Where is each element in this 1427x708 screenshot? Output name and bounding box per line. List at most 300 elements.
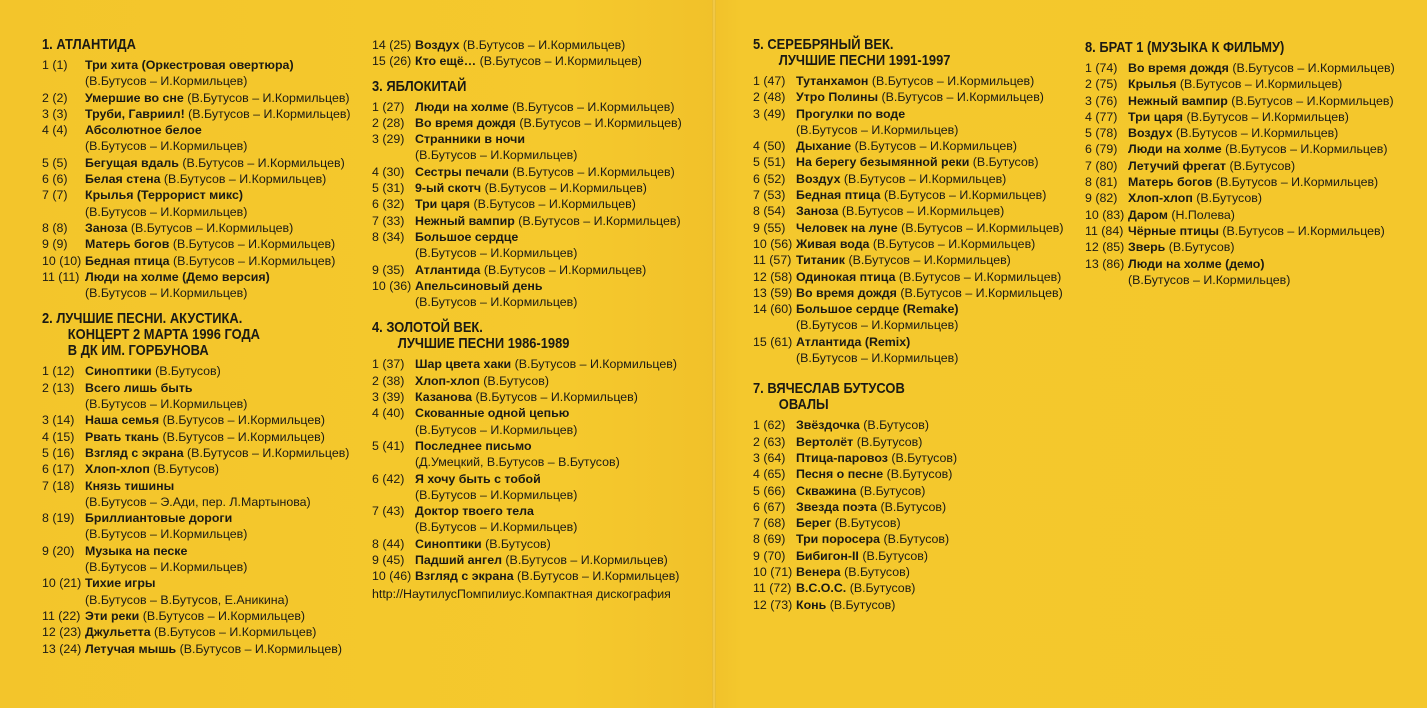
track-body: [415, 262, 682, 278]
track-title: Скважина: [796, 483, 857, 498]
track-title: Бриллиантовые дороги: [85, 511, 233, 526]
track-title: Люди на холме: [1128, 142, 1222, 157]
track-number: 10 (83): [1085, 207, 1125, 222]
track-number: 6 (6): [42, 172, 68, 187]
track-number: 2 (38): [372, 373, 405, 388]
track-number: 13 (59): [753, 285, 793, 300]
album-title-line: 8. БРАТ 1 (МУЗЫКА К ФИЛЬМУ): [1085, 39, 1285, 56]
track-number: 2 (63): [753, 434, 786, 449]
album-section: [372, 320, 682, 584]
track-body: [796, 285, 1063, 301]
track-body: [796, 548, 1063, 564]
track-number: 6 (32): [372, 197, 405, 212]
track-credits: (В.Бутусов – И.Кормильцев): [1222, 223, 1385, 238]
track-row: [1085, 239, 1395, 255]
track-body: [415, 536, 682, 552]
track-title: Во время дождя: [415, 115, 516, 130]
track-row: [1085, 158, 1395, 174]
track-number: 9 (82): [1085, 191, 1118, 206]
track-row: [372, 196, 682, 212]
track-credits: (В.Бутусов – И.Кормильцев): [173, 253, 336, 268]
track-credits: (В.Бутусов): [891, 450, 958, 465]
track-number: 1 (12): [42, 364, 75, 379]
track-credits: (В.Бутусов – И.Кормильцев): [898, 269, 1062, 284]
track-number: 1 (62): [753, 418, 786, 433]
track-title: Летучий фрегат: [1128, 158, 1226, 173]
track-number: 4 (30): [372, 164, 405, 179]
track-credits: (В.Бутусов – И.Кормильцев): [796, 318, 959, 333]
track-title: Три хита (Оркестровая овертюра): [85, 58, 294, 72]
track-title: Звезда поэта: [796, 499, 877, 514]
track-title: Песня о песне: [796, 467, 884, 482]
track-row: [42, 57, 351, 90]
track-credits: (В.Бутусов – И.Кормильцев): [415, 148, 578, 163]
track-row: [42, 478, 351, 511]
track-row: [42, 608, 351, 624]
track-body: [796, 106, 1063, 139]
track-number: 10 (46): [372, 569, 412, 584]
track-row: [753, 515, 1063, 531]
track-row: [42, 236, 351, 252]
track-title: Во время дождя: [796, 285, 897, 300]
track-body: [415, 99, 682, 115]
track-row: [42, 220, 351, 236]
track-body: [85, 90, 351, 106]
track-title: Зверь: [1128, 240, 1166, 255]
track-credits: (В.Бутусов): [485, 536, 551, 551]
track-body: [415, 503, 682, 536]
track-body: [1128, 158, 1395, 174]
track-credits: (В.Бутусов – И.Кормильцев): [187, 445, 350, 460]
track-row: [753, 285, 1063, 301]
track-row: [753, 450, 1063, 466]
track-title: Чёрные птицы: [1128, 223, 1219, 238]
track-title: Тутанхамон: [796, 74, 869, 88]
track-row: [42, 122, 351, 155]
track-body: [796, 466, 1063, 482]
track-number: 11 (84): [1085, 223, 1124, 238]
track-credits: (В.Бутусов – И.Кормильцев): [162, 429, 325, 444]
track-row: [372, 356, 682, 372]
track-row: [753, 73, 1063, 89]
track-title: Даром: [1128, 207, 1168, 222]
track-row: [372, 53, 682, 69]
track-body: [85, 478, 351, 511]
track-credits: (В.Бутусов – И.Кормильцев): [843, 171, 1007, 186]
track-number: 4 (15): [42, 429, 75, 444]
track-row: [372, 503, 682, 536]
track-credits: (В.Бутусов – И.Кормильцев): [415, 246, 578, 261]
track-body: [1128, 190, 1395, 206]
track-number: 7 (68): [753, 516, 786, 531]
track-row: [753, 187, 1063, 203]
track-number: 3 (76): [1085, 93, 1118, 108]
track-number: 7 (18): [42, 478, 75, 493]
track-row: [42, 187, 351, 220]
track-body: [796, 171, 1063, 187]
track-title: Воздух: [796, 171, 841, 186]
track-number: 14 (25): [372, 38, 412, 52]
track-row: [753, 434, 1063, 450]
track-row: [753, 252, 1063, 268]
track-body: [796, 450, 1063, 466]
track-title: Воздух: [1128, 126, 1173, 141]
track-body: [415, 213, 682, 229]
track-title: Синоптики: [85, 364, 152, 379]
track-title: В.С.О.С.: [796, 581, 847, 596]
track-credits: (В.Бутусов – И.Кормильцев): [85, 139, 248, 154]
track-number: 14 (60): [753, 302, 793, 317]
track-number: 8 (34): [372, 229, 405, 244]
track-credits: (В.Бутусов – И.Кормильцев): [483, 262, 647, 277]
track-title: Берег: [796, 516, 832, 531]
track-number: 9 (35): [372, 262, 405, 277]
track-number: 8 (69): [753, 532, 786, 547]
track-row: [42, 412, 351, 428]
track-row: [372, 552, 682, 568]
track-title: Бедная птица: [796, 188, 881, 203]
track-row: [753, 531, 1063, 547]
track-title: Одинокая птица: [796, 269, 896, 284]
track-title: Абсолютное белое: [85, 123, 202, 138]
track-body: [415, 131, 682, 164]
track-body: [415, 278, 682, 311]
track-credits: (В.Бутусов – И.Кормильцев): [512, 99, 675, 114]
track-title: На берегу безымянной реки: [796, 155, 970, 170]
track-number: 6 (17): [42, 462, 75, 477]
track-body: [1128, 207, 1395, 223]
album-title: [753, 37, 1020, 69]
track-title: Люди на холме (демо): [1128, 256, 1265, 271]
track-title: Тихие игры: [85, 576, 156, 591]
track-number: 12 (23): [42, 625, 82, 640]
track-body: [1128, 174, 1395, 190]
track-row: [753, 154, 1063, 170]
track-row: [372, 373, 682, 389]
track-number: 2 (13): [42, 380, 75, 395]
track-title: Бибигон-II: [796, 548, 859, 563]
album-section: [42, 311, 351, 656]
track-title: Хлоп-хлоп: [1128, 191, 1193, 206]
track-number: 1 (47): [753, 74, 786, 88]
album-title-line: В ДК ИМ. ГОРБУНОВА: [67, 342, 209, 360]
track-title: Титаник: [796, 253, 845, 268]
track-row: [372, 115, 682, 131]
track-row: [42, 641, 351, 657]
track-title: Звёздочка: [796, 418, 860, 433]
track-number: 15 (26): [372, 54, 412, 69]
track-credits: (В.Бутусов): [972, 155, 1039, 170]
track-credits: (В.Бутусов – И.Кормильцев): [163, 172, 327, 187]
track-number: 12 (85): [1085, 240, 1125, 255]
track-body: [796, 203, 1063, 219]
track-credits: (В.Бутусов – И.Кормильцев): [512, 164, 675, 179]
track-row: [1085, 174, 1395, 190]
track-number: 9 (70): [753, 548, 786, 563]
track-row: [42, 269, 351, 302]
track-title: Большое сердце (Remake): [796, 302, 959, 317]
track-body: [415, 471, 682, 504]
track-credits: (В.Бутусов): [829, 597, 896, 612]
track-credits: (В.Бутусов – И.Кормильцев): [871, 74, 1035, 88]
track-title: Атлантида (Remix): [796, 334, 911, 349]
track-row: [1085, 190, 1395, 206]
track-body: [796, 236, 1063, 252]
track-body: [796, 531, 1063, 547]
track-credits: (В.Бутусов): [859, 483, 926, 498]
track-body: [796, 483, 1063, 499]
track-title: Взгляд с экрана: [85, 445, 184, 460]
track-number: 7 (7): [42, 188, 68, 203]
track-title: Человек на луне: [796, 220, 898, 235]
track-number: 2 (48): [753, 90, 786, 105]
track-body: [796, 73, 1063, 89]
track-number: 3 (49): [753, 106, 786, 121]
track-body: [85, 253, 351, 269]
track-credits: (В.Бутусов – И.Кормильцев): [518, 213, 681, 228]
track-row: [753, 269, 1063, 285]
track-body: [1128, 256, 1395, 289]
track-credits: (В.Бутусов – И.Кормильцев): [1186, 109, 1349, 124]
track-body: [85, 510, 351, 543]
track-number: 8 (19): [42, 511, 75, 526]
track-row: [42, 429, 351, 445]
track-body: [415, 229, 682, 262]
track-credits: (В.Бутусов – И.Кормильцев): [1225, 142, 1388, 157]
track-row: [372, 278, 682, 311]
track-row: [1085, 93, 1395, 109]
track-number: 5 (31): [372, 181, 405, 196]
track-row: [753, 171, 1063, 187]
track-number: 4 (65): [753, 467, 786, 482]
album-title-line: 5. СЕРЕБРЯНЫЙ ВЕК.: [753, 36, 894, 53]
track-number: 11 (11): [42, 269, 80, 284]
track-credits: (В.Бутусов – И.Кормильцев): [841, 204, 1005, 219]
track-row: [753, 564, 1063, 580]
track-number: 12 (58): [753, 269, 793, 284]
track-number: 8 (8): [42, 220, 68, 235]
track-body: [1128, 109, 1395, 125]
track-row: [1085, 141, 1395, 157]
track-number: 13 (24): [42, 641, 82, 656]
album-title-line: ЛУЧШИЕ ПЕСНИ 1986-1989: [397, 335, 570, 353]
track-credits: (В.Бутусов – И.Кормильцев): [854, 139, 1018, 154]
track-credits: (В.Бутусов – И.Кормильцев): [162, 413, 325, 428]
track-body: [796, 564, 1063, 580]
track-row: [42, 461, 351, 477]
track-number: 3 (3): [42, 106, 68, 121]
track-title: Три поросера: [796, 532, 880, 547]
track-credits: (В.Бутусов – И.Кормильцев): [85, 560, 248, 575]
track-body: [1128, 125, 1395, 141]
track-credits: (В.Бутусов – И.Кормильцев): [517, 569, 680, 584]
track-body: [796, 499, 1063, 515]
album-section: [1085, 40, 1395, 288]
album-title-line: ОВАЛЫ: [778, 396, 829, 414]
track-row: [42, 363, 351, 379]
track-number: 10 (71): [753, 565, 793, 580]
album-title: [1085, 40, 1351, 56]
track-row: [42, 253, 351, 269]
track-number: 5 (41): [372, 438, 405, 453]
track-body: [796, 515, 1063, 531]
track-credits: (В.Бутусов): [862, 548, 929, 563]
track-credits: (В.Бутусов): [155, 364, 221, 379]
track-title: Князь тишины: [85, 478, 175, 493]
track-row: [753, 236, 1063, 252]
track-title: Шар цвета хаки: [415, 357, 512, 372]
track-body: [796, 252, 1063, 268]
track-credits: (В.Бутусов – Э.Ади, пер. Л.Мартынова): [85, 494, 311, 509]
track-credits: (Д.Умецкий, В.Бутусов – В.Бутусов): [415, 455, 620, 470]
track-number: 10 (36): [372, 278, 412, 293]
track-body: [796, 417, 1063, 433]
track-credits: (В.Бутусов – И.Кормильцев): [85, 397, 248, 412]
track-credits: (В.Бутусов): [483, 373, 549, 388]
track-title: Три царя: [1128, 109, 1184, 124]
track-number: 5 (51): [753, 155, 786, 170]
track-row: [1085, 223, 1395, 239]
track-body: [415, 568, 682, 584]
track-title: Казанова: [415, 390, 473, 405]
track-credits: (В.Бутусов – И.Кормильцев): [188, 106, 351, 121]
track-row: [1085, 76, 1395, 92]
album-section: [372, 79, 682, 311]
track-row: [42, 171, 351, 187]
track-credits: (В.Бутусов): [1168, 240, 1235, 255]
track-row: [372, 262, 682, 278]
track-credits: (В.Бутусов – И.Кормильцев): [172, 237, 336, 252]
track-title: Синоптики: [415, 536, 482, 551]
track-row: [42, 445, 351, 461]
track-row: [753, 301, 1063, 334]
track-title: Я хочу быть с тобой: [415, 471, 541, 486]
track-credits: (В.Бутусов): [153, 462, 219, 477]
track-credits: (В.Бутусов): [1196, 191, 1262, 206]
track-title: Утро Полины: [796, 90, 879, 105]
track-number: 8 (44): [372, 536, 405, 551]
track-row: [372, 213, 682, 229]
website-url[interactable]: http://НаутилусПомпилиус.Кoмпактная дискoграфия: [372, 586, 671, 601]
track-body: [85, 106, 351, 122]
track-credits: (В.Бутусов): [863, 418, 929, 433]
album-title-line: ЛУЧШИЕ ПЕСНИ 1991-1997: [778, 52, 951, 69]
track-row: [42, 510, 351, 543]
track-row: [372, 405, 682, 438]
track-number: 5 (5): [42, 155, 68, 170]
track-body: [415, 373, 682, 389]
album-title-line: 7. ВЯЧЕСЛАВ БУТУСОВ: [753, 380, 905, 398]
track-number: 7 (53): [753, 188, 786, 203]
track-number: 2 (2): [42, 90, 68, 105]
track-row: [42, 575, 351, 608]
track-body: [85, 187, 351, 220]
track-credits: (В.Бутусов – И.Кормильцев): [179, 641, 342, 656]
track-credits: (В.Бутусов): [856, 434, 923, 449]
track-title: Конь: [796, 597, 827, 612]
column-2: [372, 37, 682, 602]
track-credits: (В.Бутусов – И.Кормильцев): [473, 197, 636, 212]
track-row: [42, 90, 351, 106]
track-number: 13 (86): [1085, 256, 1125, 271]
track-number: 7 (43): [372, 504, 405, 519]
track-body: [85, 608, 351, 624]
track-title: Рвать ткань: [85, 429, 159, 444]
track-row: [372, 389, 682, 405]
track-title: Крылья (Террорист микс): [85, 188, 243, 203]
track-credits: (В.Бутусов – И.Кормильцев): [462, 38, 626, 52]
track-number: 6 (52): [753, 171, 786, 186]
track-credits: (В.Бутусов – И.Кормильцев): [900, 285, 1063, 300]
track-credits: (В.Бутусов): [883, 532, 950, 547]
album-title-line: 3. ЯБЛОКИТАЙ: [372, 77, 467, 95]
track-title: Скованные одной цепью: [415, 406, 570, 421]
track-body: [796, 597, 1063, 613]
track-body: [85, 461, 351, 477]
track-number: 11 (22): [42, 608, 81, 623]
track-credits: (В.Бутусов – И.Кормильцев): [881, 90, 1044, 105]
track-body: [796, 220, 1063, 236]
track-body: [415, 164, 682, 180]
track-body: [85, 269, 351, 302]
track-row: [372, 229, 682, 262]
track-body: [796, 154, 1063, 170]
track-body: [85, 171, 351, 187]
track-credits: (В.Бутусов – И.Кормильцев): [475, 390, 638, 405]
track-body: [415, 405, 682, 438]
track-body: [415, 180, 682, 196]
track-row: [1085, 60, 1395, 76]
track-row: [753, 203, 1063, 219]
track-number: 8 (54): [753, 204, 786, 219]
track-title: Хлоп-хлоп: [415, 373, 480, 388]
track-row: [372, 37, 682, 53]
track-credits: (В.Бутусов – И.Кормильцев): [479, 54, 642, 69]
track-credits: (В.Бутусов – И.Кормильцев): [848, 253, 1011, 268]
track-row: [372, 164, 682, 180]
track-credits: (В.Бутусов – В.Бутусов, Е.Аникина): [85, 592, 289, 607]
track-title: Наша семья: [85, 413, 160, 428]
track-title: Летучая мышь: [85, 641, 177, 656]
track-number: 3 (29): [372, 132, 405, 147]
track-title: Заноза: [796, 204, 839, 219]
track-title: Бедная птица: [85, 253, 170, 268]
track-title: Три царя: [415, 197, 471, 212]
track-body: [85, 445, 351, 461]
album-title-line: 2. ЛУЧШИЕ ПЕСНИ. АКУСТИКА.: [42, 310, 243, 328]
track-body: [796, 334, 1063, 367]
track-title: Атлантида: [415, 262, 481, 277]
track-row: [372, 131, 682, 164]
album-section: [42, 37, 351, 301]
track-body: [415, 37, 682, 53]
track-title: Умершие во сне: [85, 90, 184, 105]
track-body: [1128, 223, 1395, 239]
track-body: [85, 380, 351, 413]
column-1: [42, 37, 351, 657]
track-number: 5 (16): [42, 445, 75, 460]
track-credits: (В.Бутусов – И.Кормильцев): [182, 155, 345, 170]
track-row: [753, 417, 1063, 433]
track-number: 3 (39): [372, 390, 405, 405]
track-row: [1085, 256, 1395, 289]
track-body: [796, 269, 1063, 285]
track-credits: (В.Бутусов – И.Кормильцев): [901, 220, 1064, 235]
track-number: 2 (28): [372, 115, 405, 130]
album-title-line: 1. АТЛАНТИДА: [42, 36, 136, 53]
track-credits: (В.Бутусов): [886, 467, 953, 482]
track-body: [415, 389, 682, 405]
